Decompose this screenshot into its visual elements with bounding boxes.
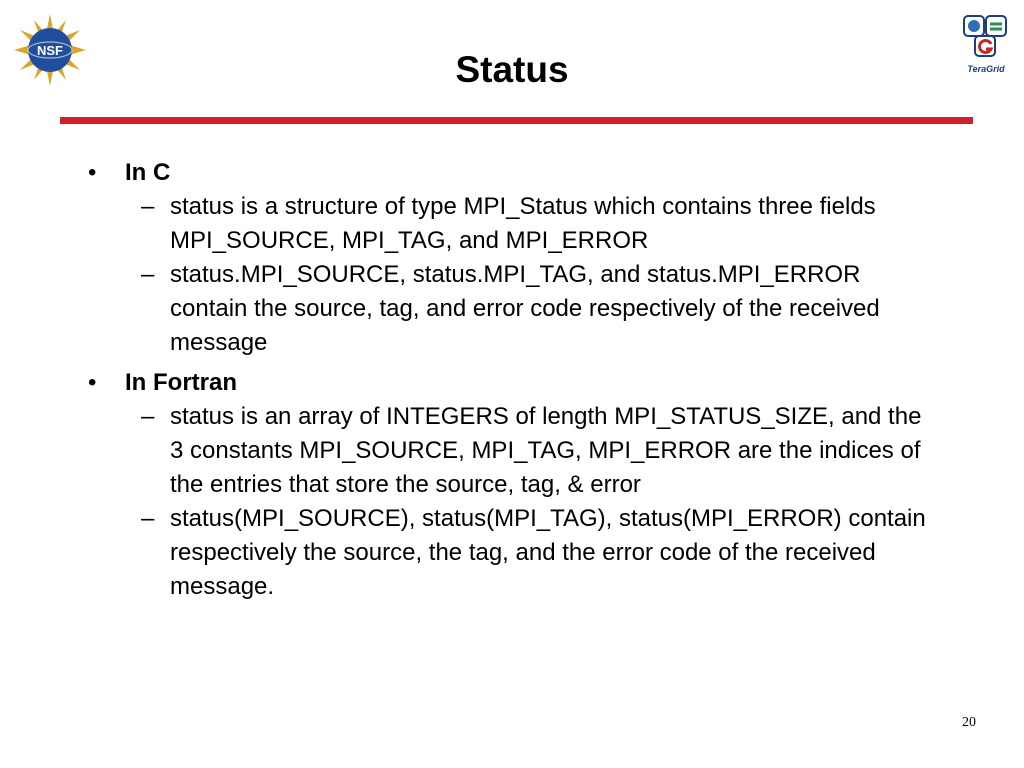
sub-bullet-text: status is a structure of type MPI_Status which contains three fields MPI_SOURCE, MPI_TAG, and MPI_ERROR xyxy=(170,193,876,254)
bullet-item xyxy=(0,156,925,190)
dash-marker: – xyxy=(141,193,155,220)
dash-marker: – xyxy=(141,261,155,288)
dash-marker: – xyxy=(141,403,155,430)
dash-marker: – xyxy=(141,505,155,532)
sub-bullet-item xyxy=(0,258,935,360)
teragrid-logo-text: TeraGrid xyxy=(967,64,1005,74)
title-rule xyxy=(60,117,973,124)
bullet-marker: • xyxy=(88,159,97,186)
sub-bullet-text: status is an array of INTEGERS of length MPI_STATUS_SIZE, and the 3 constants MPI_SOURCE, MPI_TAG, MPI_ERROR are the indices of the entries that store the source, tag, & error xyxy=(170,403,922,498)
bullet-text: In Fortran xyxy=(125,369,237,396)
slide-title: Status xyxy=(455,49,569,90)
sub-bullet-text: status(MPI_SOURCE), status(MPI_TAG), status(MPI_ERROR) contain respectively the source, the tag, and the error code of the received message. xyxy=(170,505,926,600)
nsf-logo-text: NSF xyxy=(37,43,63,58)
sub-bullet-item xyxy=(0,502,935,604)
bullet-text: In C xyxy=(125,159,171,186)
sub-bullet-item xyxy=(0,400,935,502)
sub-bullet-item xyxy=(0,190,935,258)
bullet-marker: • xyxy=(88,369,97,396)
bullet-item xyxy=(0,366,925,400)
slide-body xyxy=(0,150,1024,604)
page-number: 20 xyxy=(962,715,976,730)
sub-bullet-text: status.MPI_SOURCE, status.MPI_TAG, and status.MPI_ERROR contain the source, tag, and error code respectively of the received message xyxy=(170,261,880,356)
